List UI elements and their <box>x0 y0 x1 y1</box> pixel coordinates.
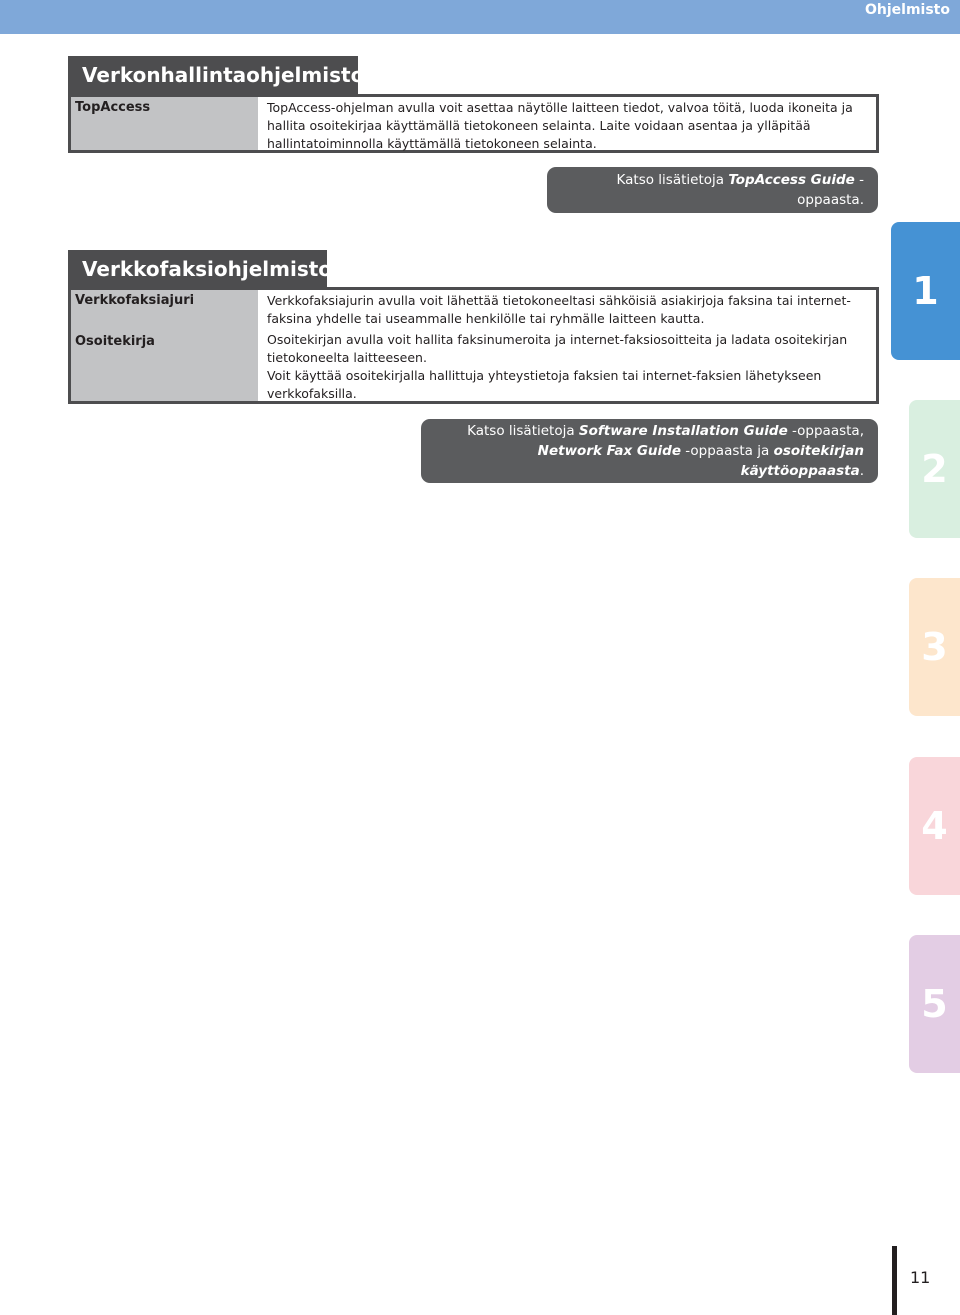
note-separator: -oppaasta ja <box>681 443 774 459</box>
section-heading-network-management <box>68 56 365 94</box>
note-suffix: -oppaasta. <box>797 172 864 208</box>
table-row <box>71 290 876 328</box>
row-description-fax-driver <box>258 290 876 328</box>
chapter-tab-2[interactable] <box>909 400 960 538</box>
row-label-fax-driver: Verkkofaksiajuri <box>75 293 195 308</box>
chapter-tab-label: 2 <box>921 447 948 491</box>
row-description-address-book <box>258 328 876 403</box>
guide-title-software-installation: Software Installation Guide <box>578 423 788 439</box>
section-heading-text: Verkonhallintaohjelmisto <box>82 63 365 87</box>
description-paragraph: Verkkofaksiajurin avulla voit lähettää tietokoneeltasi sähköisiä asiakirjoja faksina tai internet-faksina yhdelle tai useammalle henkilölle tai ryhmälle laitteen kautta. <box>267 293 851 326</box>
guide-title-topaccess: TopAccess Guide <box>728 172 855 188</box>
description-paragraph: Voit käyttää osoitekirjalla hallittuja yhteystietoja faksien tai internet-faksien lähetykseen verkkofaksilla. <box>267 368 822 401</box>
table-row <box>71 328 876 403</box>
table-row <box>71 97 876 153</box>
note-text <box>561 170 864 210</box>
note-prefix: Katso lisätietoja <box>616 172 729 188</box>
chapter-tab-label: 3 <box>921 625 948 669</box>
note-separator: -oppaasta, <box>787 423 864 439</box>
chapter-tab-1[interactable] <box>891 222 960 360</box>
chapter-tab-label: 5 <box>921 982 948 1026</box>
header-title: Ohjelmisto <box>865 2 950 18</box>
section-heading-text: Verkkofaksiohjelmisto <box>82 257 333 281</box>
network-management-table <box>68 94 879 153</box>
note-text <box>435 421 864 481</box>
header-bar <box>0 0 960 34</box>
row-label-address-book: Osoitekirja <box>75 334 155 349</box>
chapter-tab-4[interactable] <box>909 757 960 895</box>
section-heading-network-fax <box>68 250 333 288</box>
see-also-note-fax <box>421 419 878 483</box>
chapter-tab-3[interactable] <box>909 578 960 716</box>
footer-rule <box>892 1246 897 1315</box>
chapter-tab-label: 1 <box>912 269 939 313</box>
guide-title-network-fax: Network Fax Guide <box>537 443 681 459</box>
chapter-tab-label: 4 <box>921 804 948 848</box>
chapter-tab-5[interactable] <box>909 935 960 1073</box>
guide-title-address-book: osoitekirjan käyttöoppaasta <box>740 443 864 479</box>
description-paragraph: Osoitekirjan avulla voit hallita faksinumeroita ja internet-faksiosoitteita ja ladata osoitekirjan tietokoneelta laitteeseen. <box>267 332 848 365</box>
note-prefix: Katso lisätietoja <box>467 423 579 439</box>
row-label-topaccess: TopAccess <box>75 100 151 115</box>
note-suffix: . <box>859 463 864 479</box>
network-fax-table <box>68 287 879 404</box>
row-description-topaccess <box>258 97 876 153</box>
description-paragraph: TopAccess-ohjelman avulla voit asettaa näytölle laitteen tiedot, valvoa töitä, luoda ikoneita ja hallita osoitekirjaa käyttämällä tietokoneen selainta. Laite voidaan asentaa ja ylläpitää hallintatoiminnolla käyttämällä tietokoneen selainta. <box>267 100 853 151</box>
page-number: 11 <box>910 1268 931 1287</box>
see-also-note-topaccess <box>547 167 878 213</box>
